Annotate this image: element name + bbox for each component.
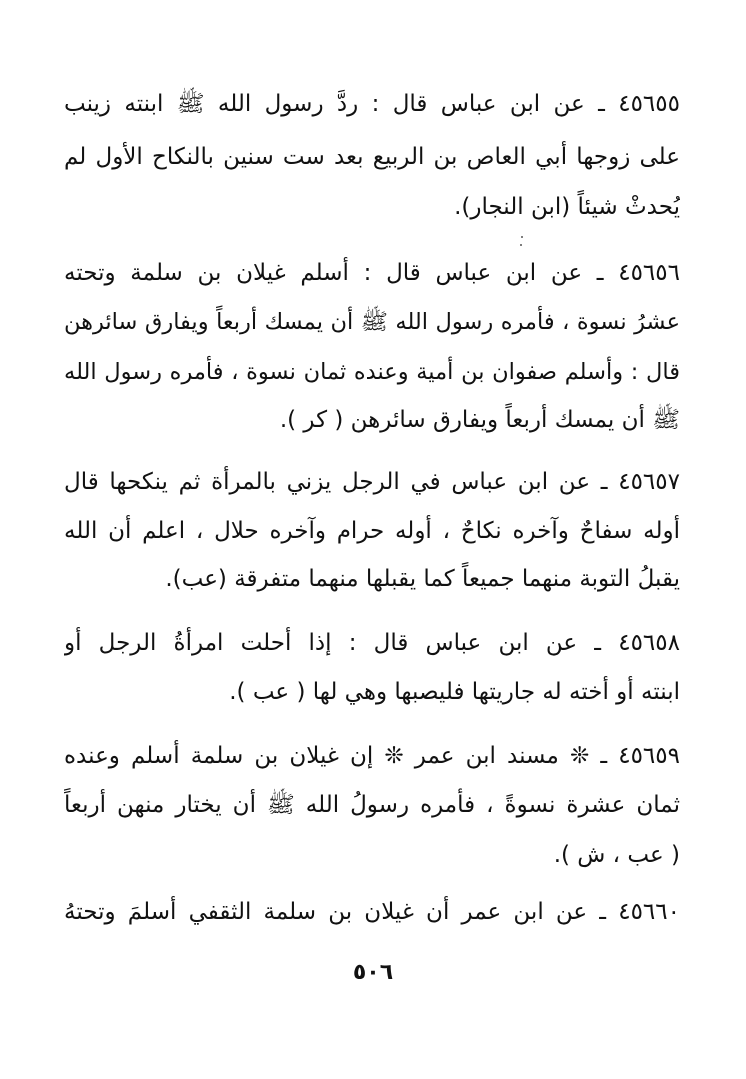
scan-speck xyxy=(520,244,522,246)
entry-45655-line-2: على زوجها أبي العاص بن الربيع بعد ست سنين بالنكاح الأول لم xyxy=(64,144,680,170)
page-number: ٥٠٦ xyxy=(352,960,394,985)
scan-speck xyxy=(521,236,523,238)
entry-45659-line-2: ثمان عشرة نسوةً ، فأمره رسولُ الله ﷺ أن يختار منهن أربعاً xyxy=(64,792,680,818)
entry-45657-line-2: أوله سفاحٌ وآخره نكاحٌ ، أوله حرام وآخره حلال ، اعلم أن الله xyxy=(64,518,680,544)
entry-45655-line-3: يُحدثْ شيئاً (ابن النجار). xyxy=(454,194,680,220)
entry-45656-line-2: عشرُ نسوة ، فأمره رسول الله ﷺ أن يمسك أربعاً ويفارق سائرهن xyxy=(64,309,680,335)
entry-45660-line-1: ٤٥٦٦٠ ـ عن ابن عمر أن غيلان بن سلمة الثقفي أسلمَ وتحتهُ xyxy=(64,899,680,925)
entry-45658-line-2: ابنته أو أخته له جاريتها فليصبها وهي لها ( عب ). xyxy=(229,679,680,705)
entry-45656-line-1: ٤٥٦٥٦ ـ عن ابن عباس قال : أسلم غيلان بن سلمة وتحته xyxy=(64,260,680,286)
entry-45659-line-3: ( عب ، ش ). xyxy=(553,842,680,868)
entry-45656-line-4: ﷺ أن يمسك أربعاً ويفارق سائرهن ( كر ). xyxy=(279,407,680,433)
entry-45655-line-1: ٤٥٦٥٥ ـ عن ابن عباس قال : ردَّ رسول الله ﷺ ابنته زينب xyxy=(64,91,680,117)
entry-45658-line-1: ٤٥٦٥٨ ـ عن ابن عباس قال : إذا أحلت امرأةُ الرجل أو xyxy=(64,630,680,656)
entry-45659-line-1: ٤٥٦٥٩ ـ ❊ مسند ابن عمر ❊ إن غيلان بن سلمة أسلم وعنده xyxy=(64,743,680,769)
entry-45656-line-3: قال : وأسلم صفوان بن أمية وعنده ثمان نسوة ، فأمره رسول الله xyxy=(64,359,680,385)
entry-45657-line-3: يقبلُ التوبة منهما جميعاً كما يقبلها منهما متفرقة (عب). xyxy=(165,566,680,592)
entry-45657-line-1: ٤٥٦٥٧ ـ عن ابن عباس في الرجل يزني بالمرأة ثم ينكحها قال xyxy=(64,469,680,495)
